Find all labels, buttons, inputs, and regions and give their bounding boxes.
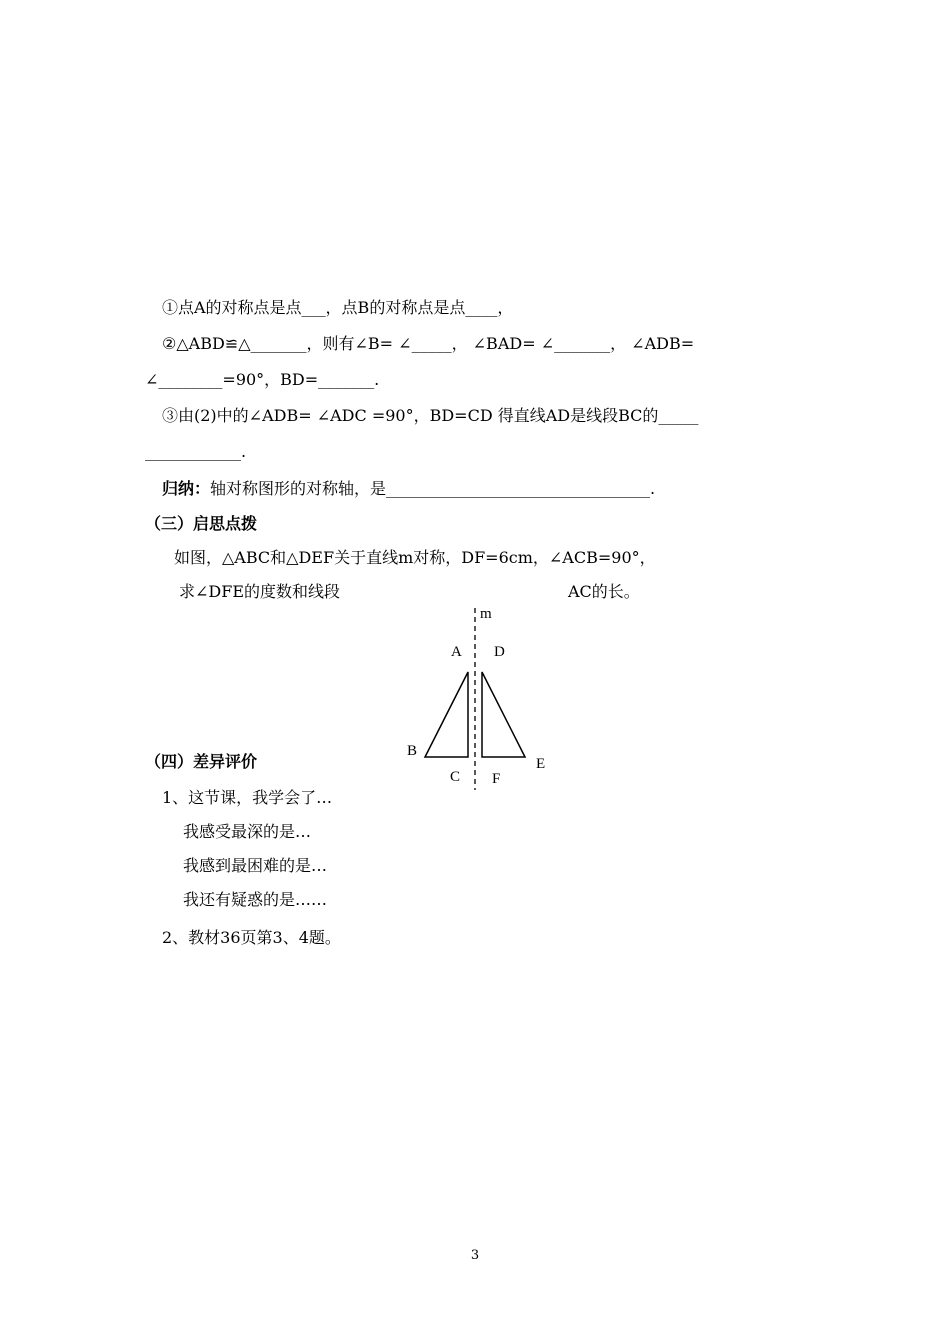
summary-label: 归纳： (162, 479, 211, 498)
point-f-label: F (492, 771, 501, 787)
section4-heading: （四）差异评价 (145, 752, 258, 771)
section4-sub-3: 我还有疑惑的是…… (183, 890, 328, 909)
section3-problem-line-2a: 求∠DFE的度数和线段 (179, 582, 341, 601)
summary-line (162, 479, 655, 499)
axis-m-label: m (480, 606, 492, 622)
symmetry-figure (395, 600, 565, 795)
summary-text: 轴对称图形的对称轴，是_________________________________. (210, 479, 656, 498)
section3-heading: （三）启思点拨 (145, 514, 258, 533)
section4-sub-1: 我感受最深的是… (183, 822, 312, 841)
exercise-line-3a: ③由(2)中的∠ADB= ∠ADC =90°，BD=CD 得直线AD是线段BC的_____ (162, 406, 699, 425)
exercise-line-2b: ∠________=90°，BD=_______. (145, 370, 380, 389)
section3-problem-line-2b: AC的长。 (568, 582, 640, 601)
section4-sub-2: 我感到最困难的是… (183, 856, 328, 875)
point-b-label: B (407, 743, 418, 759)
point-e-label: E (536, 756, 546, 772)
triangle-abc (425, 672, 468, 757)
point-a-label: A (451, 644, 462, 660)
point-c-label: C (450, 769, 461, 785)
symmetry-figure-svg (395, 600, 565, 795)
section4-item-1: 1、这节课，我学会了… (162, 788, 333, 807)
point-d-label: D (494, 644, 505, 660)
exercise-line-1: ①点A的对称点是点___，点B的对称点是点____， (162, 298, 514, 317)
section4-item-2: 2、教材36页第3、4题。 (162, 928, 341, 947)
exercise-line-3b: ____________. (145, 442, 247, 461)
triangle-def (482, 672, 525, 757)
section3-problem-line-1: 如图，△ABC和△DEF关于直线m对称，DF=6cm，∠ACB=90°， (174, 548, 656, 567)
exercise-line-2a: ②△ABD≌△_______，则有∠B= ∠_____， ∠BAD= ∠_______， ∠ADB= (162, 334, 695, 353)
page-number: 3 (470, 1248, 480, 1263)
